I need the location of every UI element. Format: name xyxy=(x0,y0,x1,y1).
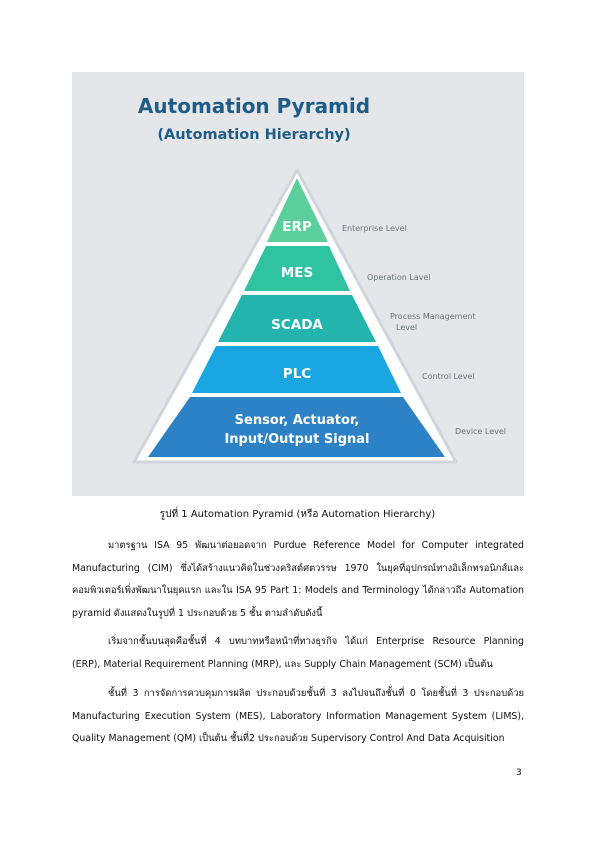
level-desc-device: Device Level xyxy=(455,427,507,436)
layer-label-device-line1: Sensor, Actuator, xyxy=(234,413,360,428)
level-desc-enterprise: Enterprise Level xyxy=(342,224,407,233)
level-desc-control: Control Level xyxy=(422,372,475,381)
layer-label-device-line2: Input/Output Signal xyxy=(224,432,370,447)
automation-pyramid-figure xyxy=(72,72,524,496)
figure-caption: รูปที่ 1 Automation Pyramid (หรือ Automation Hierarchy) xyxy=(159,509,436,520)
layer-label-scada: SCADA xyxy=(271,317,323,333)
level-desc-operation: Operation Lavel xyxy=(367,273,431,282)
page-number: 3 xyxy=(516,768,522,778)
layer-label-erp: ERP xyxy=(282,219,312,235)
paragraph-2: เริ่มจากชั้นบนสุดคือชั้นที่ 4 บทบาทหรือหน้าที่ทางธุรกิจ ได้แก่ Enterprise Resource Planning (ERP), Material Requirement Planning (MRP), และ Supply Chain Management (SCM) เป็นต้น xyxy=(72,636,524,670)
paragraph-3: ชั้นที่ 3 การจัดการควบคุมการผลิต ประกอบด้วยชั้นที่ 3 ลงไปจนถึงชั้นที่ 0 โดยชั้นที่ 3 ประกอบด้วย Manufacturing Execution System (MES), Laboratory Information Management System (LIMS), Quality Management (QM) เป็นต้น ชั้นที่2 ประกอบด้วย Supervisory Control And Data Acquisition xyxy=(72,688,524,744)
figure-title: Automation Pyramid xyxy=(137,94,371,118)
layer-label-plc: PLC xyxy=(282,366,312,382)
level-desc-process-line2: Level xyxy=(396,323,418,332)
figure-subtitle: (Automation Hierarchy) xyxy=(157,127,351,143)
level-desc-process: Process Management xyxy=(390,312,476,321)
pyramid-svg xyxy=(72,72,524,496)
paragraph-1: มาตรฐาน ISA 95 พัฒนาต่อยอดจาก Purdue Reference Model for Computer integrated Manufacturing (CIM) ซึ่งได้สร้างแนวคิดในช่วงคริสต์ศตวรรษ 1970 ในยุคที่อุปกรณ์ทางอิเล็กทรอนิกส์และคอมพิวเตอร์เพิ่งพัฒนาในยุคแรก และใน ISA 95 Part 1: Models and Terminology ได้กล่าวถึง Automation pyramid ดังแสดงในรูปที่ 1 ประกอบด้วย 5 ชั้น ตามลำดับดังนี้ xyxy=(72,540,524,619)
layer-label-mes: MES xyxy=(280,265,314,281)
